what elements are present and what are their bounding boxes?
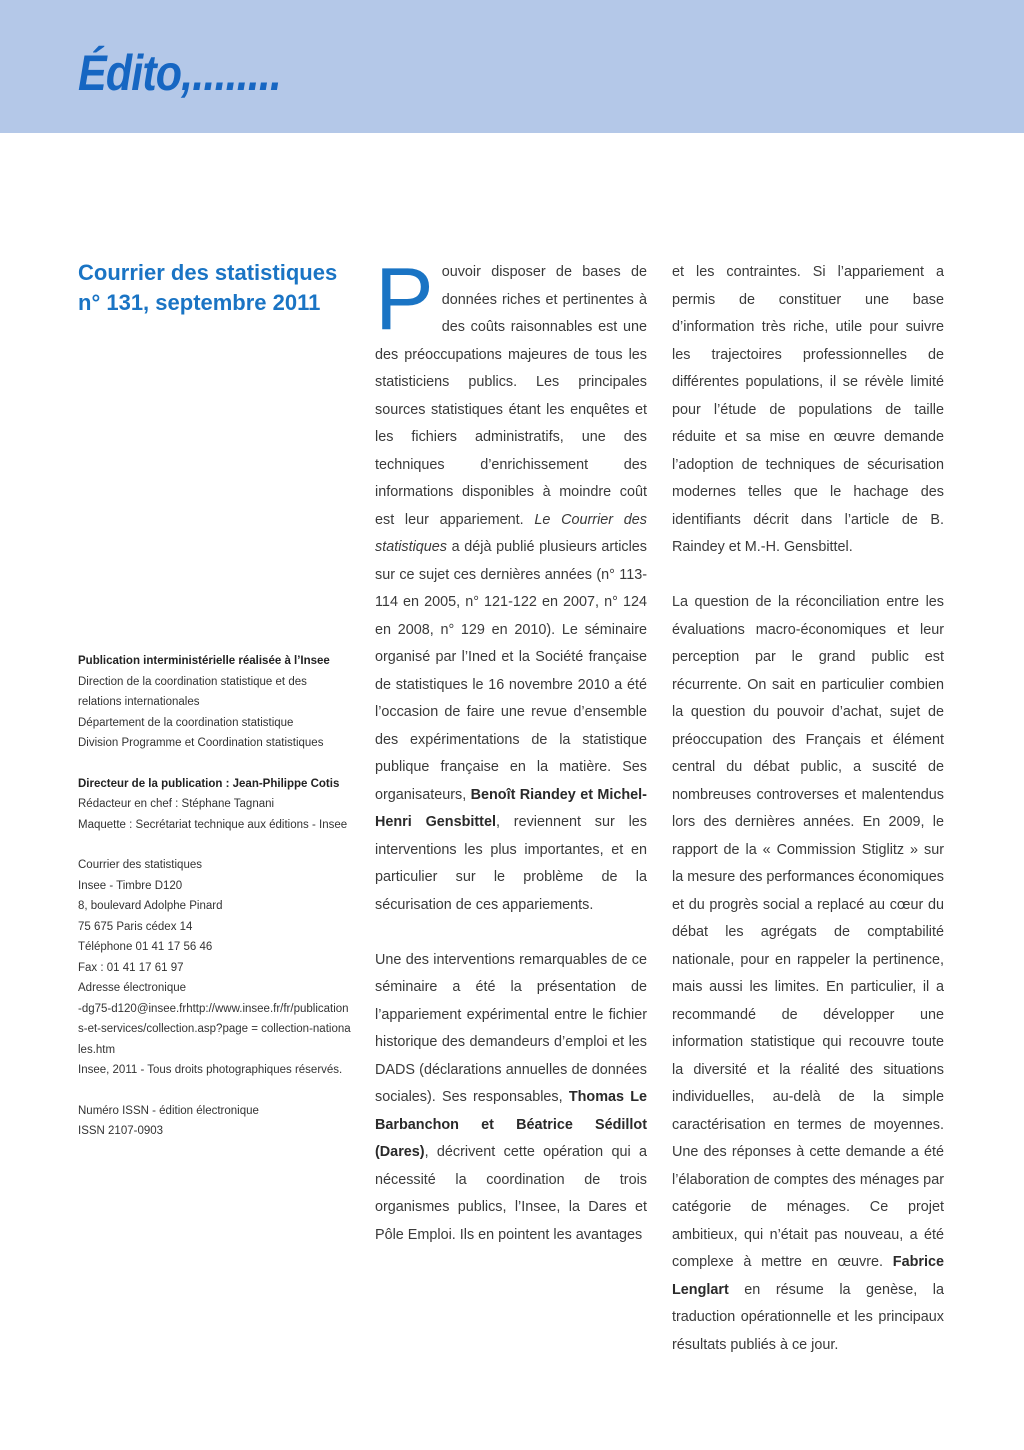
issn-label: Numéro ISSN - édition électronique (78, 1104, 259, 1117)
colophon-sidebar (78, 651, 353, 1142)
author-names: Thomas Le Barbanchon et Béatrice Sédillot (Dares) (375, 1089, 648, 1160)
publication-title (78, 258, 368, 318)
paragraph: et les contraintes. Si l’appariement a permis de constituer une base d’information très riche, utile pour suivre les trajectoires professionnelles de différentes populations, il se révèle limité pour l’étude de populations de taille réduite et sa mise en œuvre demande l’adoption de techniques de sécurisation modernes telles que le hachage des identifiants décrit dans l’article de B. Raindey et M.-H. Gensbittel. (672, 264, 944, 555)
editor-in-chief: Rédacteur en chef : Stéphane Tagnani (78, 798, 275, 810)
address-line: 75 675 Paris cédex 14 (78, 920, 193, 933)
author-names: Fabrice Lenglart (672, 1254, 944, 1298)
paragraph: Pouvoir disposer de bases de données riches et pertinentes à des coûts raisonnables est une des préoccupations majeures de tous les statisticiens publics. Les principales sources statistiques étant les enquêtes et les fichiers administratifs, une des techniques d’enrichissement des informations disponibles à moindre coût est leur appariement. Le Courrier des statistiques a déjà publié plusieurs articles sur ce sujet ces dernières années (n° 113-114 en 2005, n° 121-122 en 2007, n° 124 en 2008, n° 129 en 2010). Le séminaire organisé par l’Ined et la Société française de statistiques le 16 novembre 2010 a été l’occasion de faire une revue d’ensemble des expérimentations de la statistique publique française en la matière. Ses organisateurs, Benoît Riandey et Michel-Henri Gensbittel, reviennent sur les interventions les plus importantes, et en particulier sur le problème de la sécurisation de ces appariements. (375, 249, 648, 913)
phone-number: Téléphone 01 41 17 56 46 (78, 941, 213, 953)
org-line: Division Programme et Coordination statistiques (78, 737, 324, 749)
journal-name: Le Courrier des statistiques (375, 511, 648, 555)
fax-number: Fax : 01 41 17 61 97 (78, 961, 184, 974)
org-heading: Publication interministérielle réalisée à l’Insee (78, 655, 330, 667)
publication-director: Directeur de la publication : Jean-Philippe Cotis (78, 777, 340, 790)
address-name: Courrier des statistiques (78, 859, 202, 871)
issn-number: ISSN 2107-0903 (78, 1125, 164, 1137)
paragraph: Une des interventions remarquables de ce séminaire a été la présentation de l’appariement expérimental entre le fichier historique des demandeurs d’emploi et les DADS (déclarations annuelles de données sociales). Ses responsables, Thomas Le Barbanchon et Béatrice Sédillot (Dares), décrivent cette opération qui a nécessité la coordination de trois organismes publics, l’Insee, la Dares et Pôle Emploi. Ils en pointent les avantages (375, 951, 648, 1243)
org-line: Département de la coordination statistique (78, 716, 294, 729)
org-line: Direction de la coordination statistique et des relations internationales (78, 675, 307, 708)
article-column-2 (672, 259, 944, 1359)
drop-cap: P (375, 249, 434, 348)
address-line: Insee - Timbre D120 (78, 879, 183, 892)
email-label: Adresse électronique (78, 982, 187, 994)
publication-issue: n° 131, septembre 2011 (78, 290, 321, 315)
layout-credit: Maquette : Secrétariat technique aux éditions - Insee (78, 818, 348, 831)
article-column-1 (375, 249, 648, 1249)
copyright: Insee, 2011 - Tous droits photographiques réservés. (78, 1064, 343, 1076)
paragraph: La question de la réconciliation entre les évaluations macro-économiques et leur perception par le grand public est récurrente. On sait en particulier combien la question du pouvoir d’achat, sujet de préoccupation des Français et élément central du débat public, a suscité de nombreuses controverses et malentendus lors des dernières années. En 2009, le rapport de la « Commission Stiglitz » sur la mesure des performances économiques et du progrès social a replacé au cœur du débat les agrégats de comptabilité nationale, pour en rappeler la pertinence, mais aussi les limites. En particulier, il a recommandé de développer une information statistique qui recouvre toute la diversité et la réalité des situations individuelles, au-delà de la simple caractérisation en termes de moyennes. Une des réponses à cette demande a été l’élaboration de comptes des ménages par catégorie de ménages. Ce projet ambitieux, qui n’était pas nouveau, a été complexe à mettre en œuvre. Fabrice Lenglart en résume la genèse, la traduction opérationnelle et les principaux résultats publiés à ce jour. (672, 594, 944, 1353)
address-line: 8, boulevard Adolphe Pinard (78, 900, 223, 912)
email-and-url-link[interactable]: -dg75-d120@insee.frhttp://www.insee.fr/fr/publications-et-services/collection.asp?page = collection-nationales.htm (78, 1002, 351, 1056)
author-names: Benoît Riandey et Michel-Henri Gensbittel (375, 786, 647, 830)
publication-name: Courrier des statistiques (78, 260, 338, 285)
page-title: Édito,........ (78, 45, 281, 101)
